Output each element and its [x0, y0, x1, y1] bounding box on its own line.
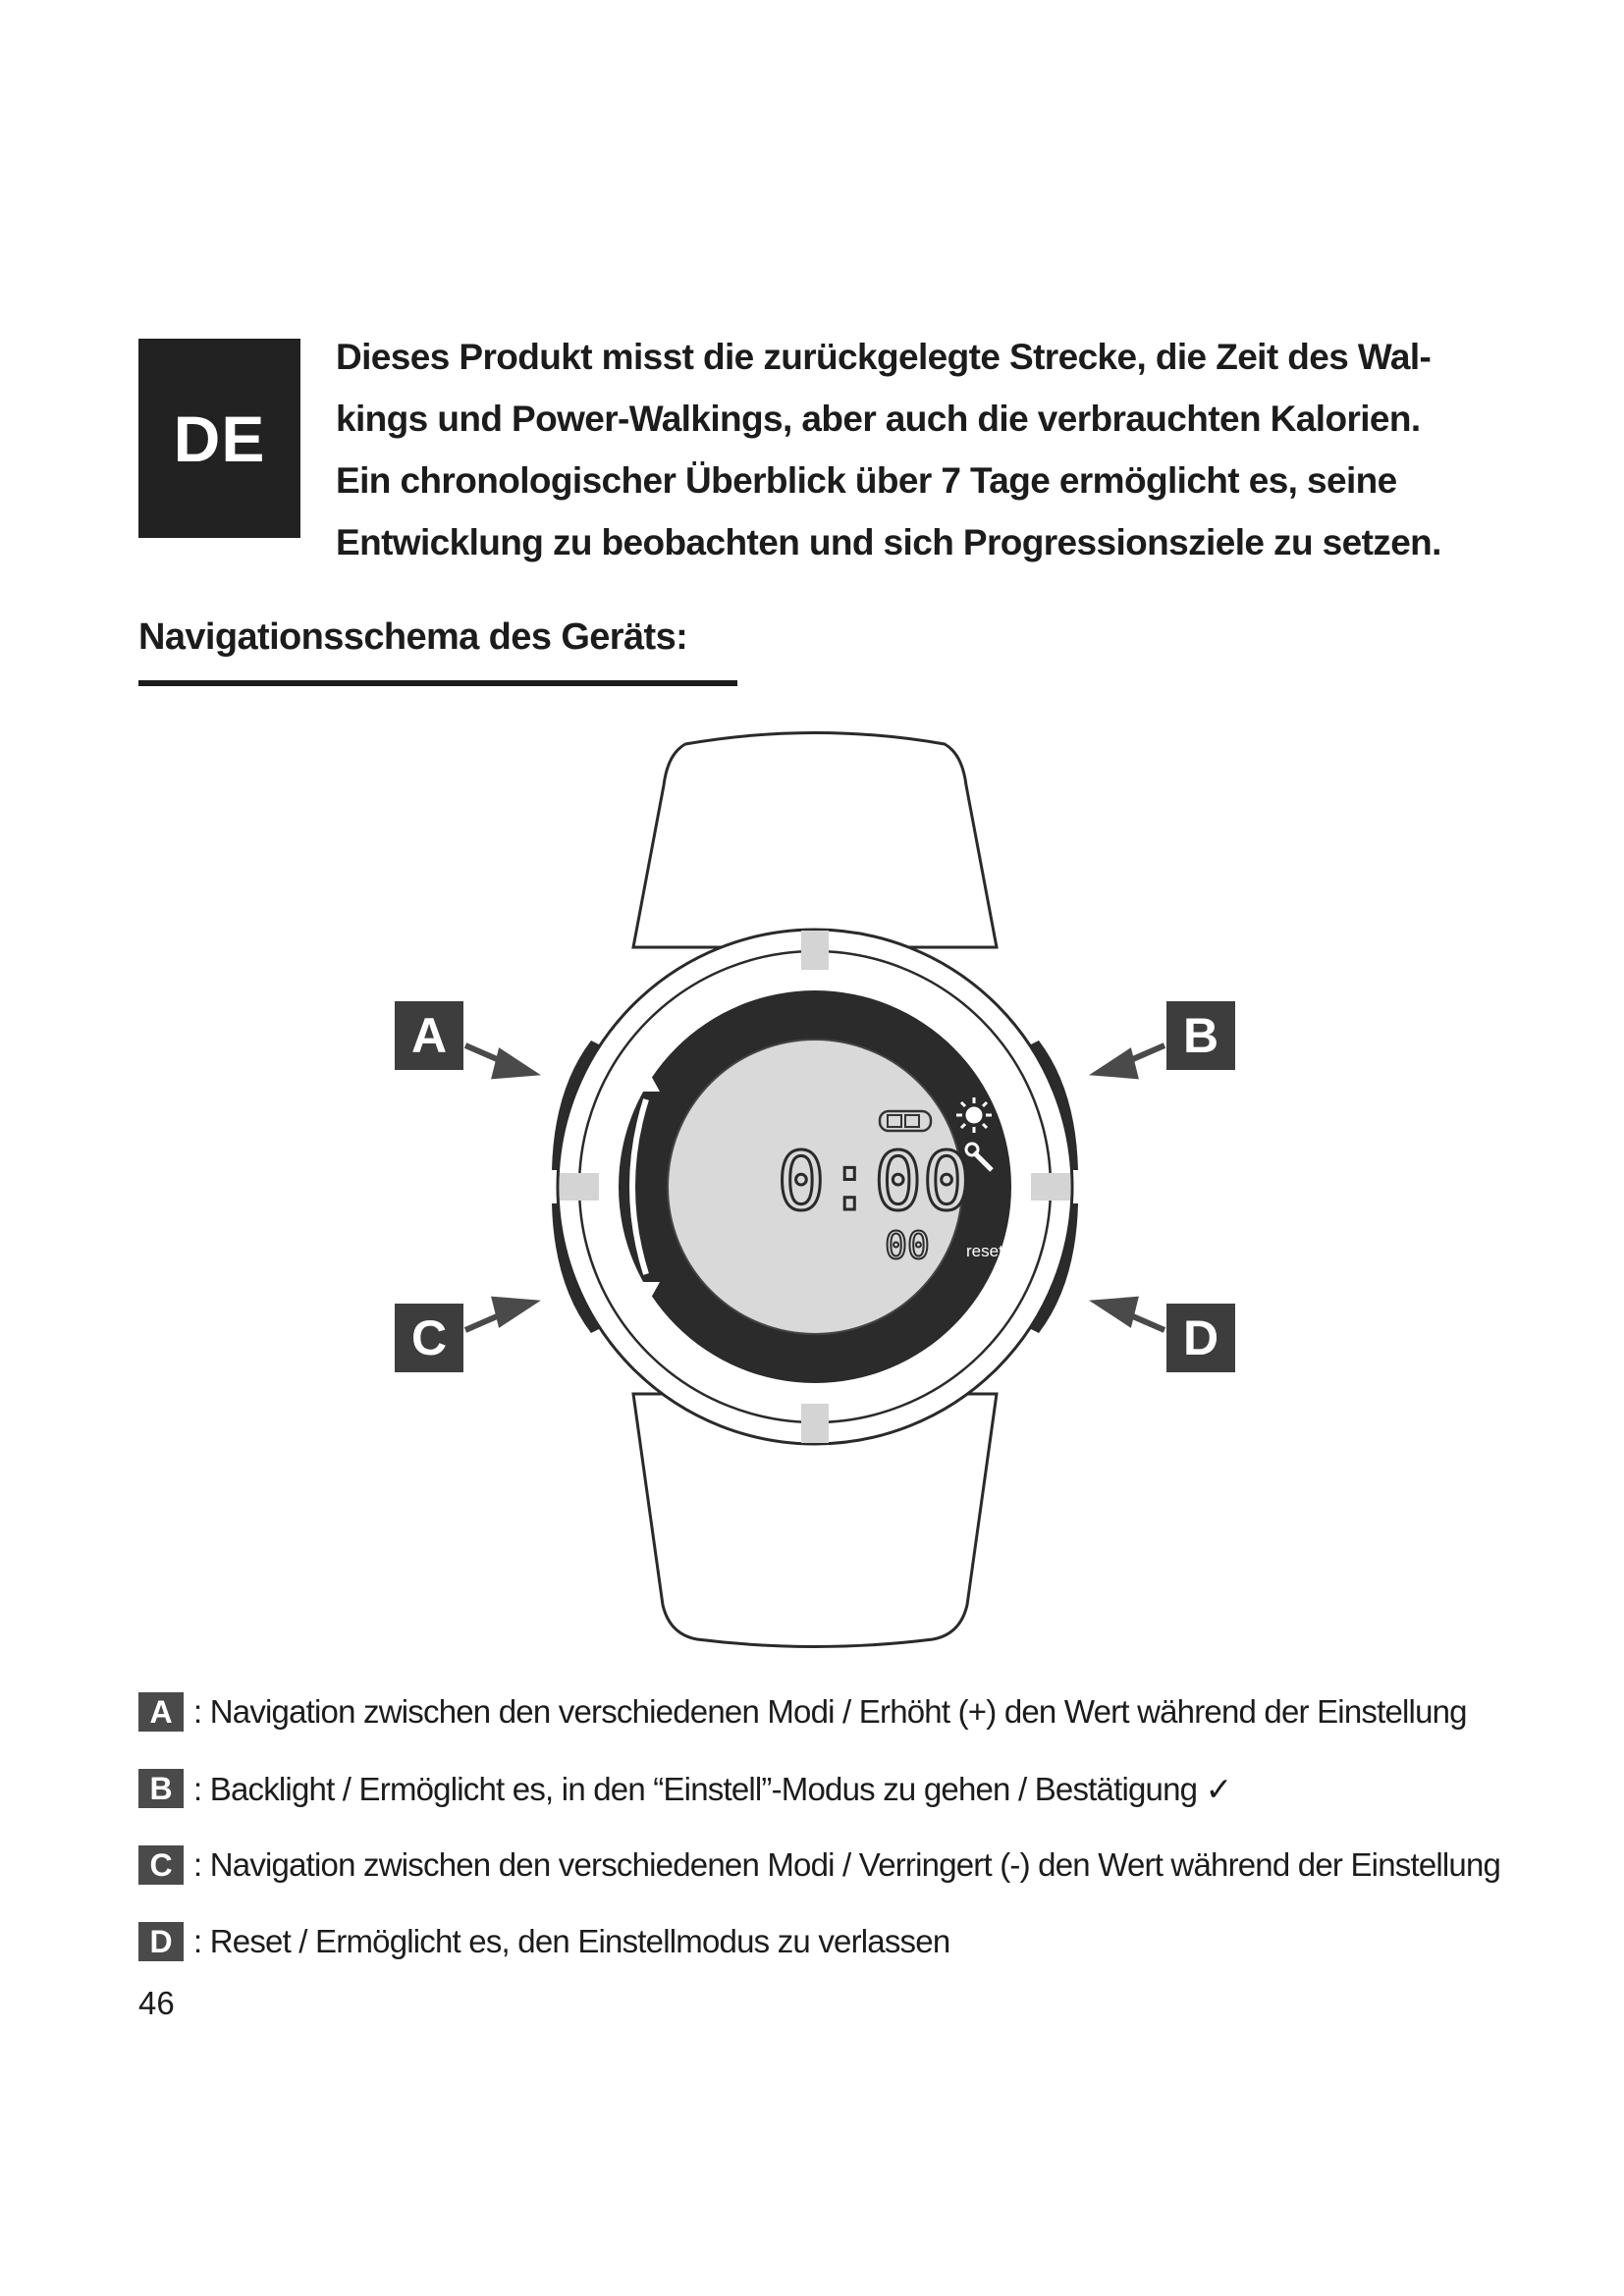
bezel-mark-left [560, 1173, 599, 1201]
bezel-mark-right [1031, 1173, 1070, 1201]
watch-illustration [373, 726, 1257, 1649]
legend-item [138, 1690, 1572, 1734]
legend-item [138, 1767, 1572, 1810]
sun-backlight-icon [956, 1097, 992, 1133]
callout-d-label: D [1182, 1310, 1219, 1365]
arrow-c [465, 1300, 532, 1330]
callout-c [395, 1304, 463, 1372]
legend-item [138, 1843, 1572, 1887]
legend-text: : Backlight / Ermöglicht es, in den “Einstell”-Modus zu gehen / Bestätigung ✓ [193, 1770, 1232, 1807]
lcd-reset-label: reset [966, 1242, 1003, 1260]
lcd-main-time: 0:00 [777, 1136, 971, 1229]
callout-c-label: C [410, 1310, 448, 1365]
lcd-seconds: 00 [885, 1224, 930, 1267]
callout-b [1166, 1001, 1235, 1070]
page-number: 46 [138, 1985, 175, 2021]
callout-d [1166, 1304, 1235, 1372]
intro-line: Ein chronologischer Überblick über 7 Tage ermöglicht es, seine [336, 460, 1397, 501]
legend-key: C [138, 1845, 184, 1885]
arrow-b [1098, 1045, 1164, 1076]
intro-paragraph [336, 326, 1553, 573]
button-legend [138, 1690, 1572, 1997]
intro-line: Entwicklung zu beobachten und sich Progressionsziele zu setzen. [336, 522, 1441, 562]
intro-line: Dieses Produkt misst die zurückgelegte Strecke, die Zeit des Wal- [336, 337, 1432, 377]
language-badge [138, 339, 300, 538]
watch-strap-top [633, 733, 997, 948]
legend-text: : Navigation zwischen den verschiedenen Modi / Verringert (-) den Wert während der Einstellung [193, 1846, 1501, 1883]
callout-a-label: A [410, 1008, 448, 1063]
legend-item [138, 1920, 1572, 1963]
callout-b-label: B [1182, 1008, 1219, 1063]
callout-a [395, 1001, 463, 1070]
legend-key: D [138, 1922, 184, 1961]
watch-diagram [373, 726, 1257, 1649]
arrow-d [1098, 1300, 1164, 1330]
bezel-mark-bottom [801, 1404, 829, 1443]
intro-line: kings und Power-Walkings, aber auch die verbrauchten Kalorien. [336, 399, 1421, 439]
heading-underline [138, 680, 737, 686]
legend-text: : Reset / Ermöglicht es, den Einstellmodus zu verlassen [193, 1923, 950, 1959]
bezel-mark-top [801, 931, 829, 970]
language-badge-label: DE [173, 401, 266, 475]
legend-text: : Navigation zwischen den verschiedenen Modi / Erhöht (+) den Wert während der Einstellung [193, 1693, 1467, 1730]
legend-key: B [138, 1769, 184, 1808]
section-heading: Navigationsschema des Geräts: [138, 616, 688, 658]
arrow-a [465, 1045, 532, 1076]
legend-key: A [138, 1692, 184, 1732]
